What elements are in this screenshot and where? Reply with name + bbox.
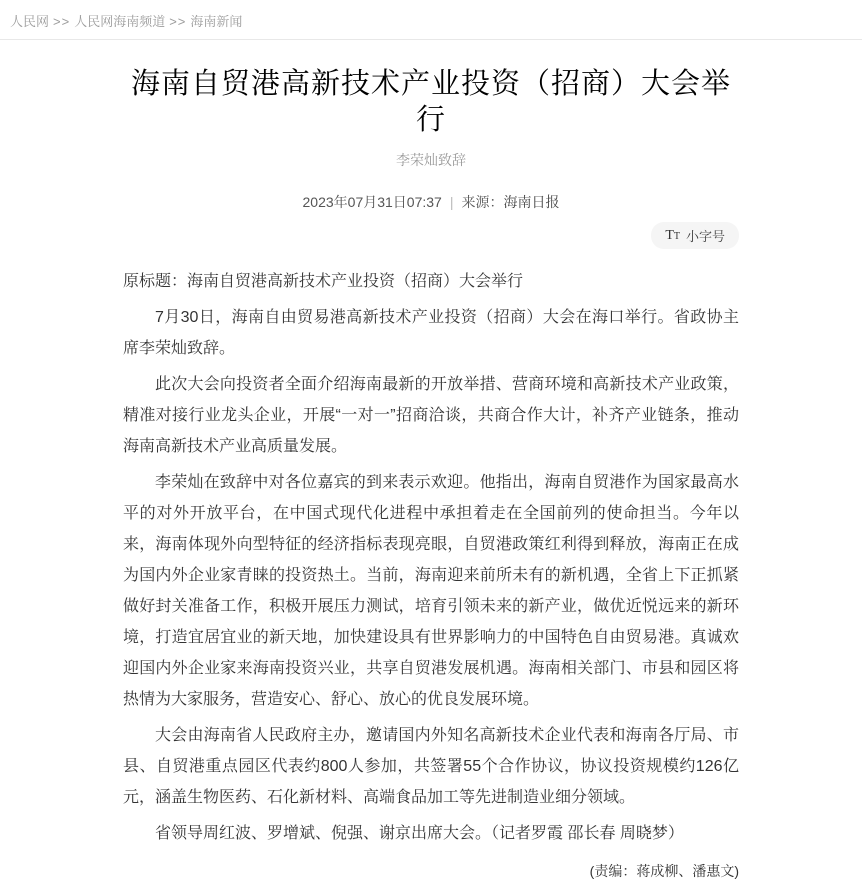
source-label: 来源：	[461, 194, 504, 210]
meta-separator: |	[449, 194, 454, 210]
publish-datetime: 2023年07月31日07:37	[302, 194, 442, 210]
breadcrumb-link-peoples-daily[interactable]: 人民网	[10, 14, 50, 29]
article-body	[123, 266, 739, 887]
breadcrumb-separator: >>	[53, 14, 71, 29]
breadcrumb	[0, 0, 862, 40]
editor-credit: (责编：蒋成柳、潘惠文)	[589, 863, 739, 879]
original-title-line: 原标题：海南自贸港高新技术产业投资（招商）大会举行	[123, 273, 524, 290]
article-paragraph: 此次大会向投资者全面介绍海南最新的开放举措、营商环境和高新技术产业政策，精准对接行业龙头企业，开展“一对一”招商洽谈，共商合作大计，补齐产业链条，推动海南高新技术产业高质量发展。	[123, 376, 739, 455]
font-size-label: 小字号	[685, 229, 725, 244]
article-paragraph: 大会由海南省人民政府主办，邀请国内外知名高新技术企业代表和海南各厅局、市县、自贸港重点园区代表约800人参加，共签署55个合作协议，协议投资规模约126亿元，涵盖生物医药、石化新材料、高端食品加工等先进制造业细分领域。	[123, 727, 739, 806]
article-subtitle: 李荣灿致辞	[396, 152, 466, 168]
breadcrumb-link-hainan-channel[interactable]: 人民网海南频道	[74, 14, 166, 29]
article-paragraph: 李荣灿在致辞中对各位嘉宾的到来表示欢迎。他指出，海南自贸港作为国家最高水平的对外开放平台，在中国式现代化进程中承担着走在全国前列的使命担当。今年以来，海南体现外向型特征的经济指标表现亮眼，自贸港政策红利得到释放，海南正在成为国内外企业家青睐的投资热土。当前，海南迎来前所未有的新机遇，全省上下正抓紧做好封关准备工作，积极开展压力测试，培育引领未来的新产业，做优近悦远来的新环境，打造宜居宜业的新天地，加快建设具有世界影响力的中国特色自由贸易港。真诚欢迎国内外企业家来海南投资兴业，共享自贸港发展机遇。海南相关部门、市县和园区将热情为大家服务，营造安心、舒心、放心的优良发展环境。	[123, 474, 739, 708]
font-size-icon: T T	[665, 227, 680, 243]
article-toolbar	[123, 222, 739, 249]
font-size-button[interactable]	[651, 222, 739, 249]
page-title: 海南自贸港高新技术产业投资（招商）大会举行	[130, 68, 731, 136]
breadcrumb-separator: >>	[169, 14, 187, 29]
article-meta	[123, 192, 739, 212]
breadcrumb-link-hainan-news[interactable]: 海南新闻	[190, 14, 243, 29]
article-paragraph: 7月30日，海南自由贸易港高新技术产业投资（招商）大会在海口举行。省政协主席李荣灿致辞。	[123, 309, 739, 357]
source-link[interactable]: 海南日报	[503, 194, 560, 210]
article-paragraph: 省领导周红波、罗增斌、倪强、谢京出席大会。（记者罗霞 邵长春 周晓梦）	[155, 825, 684, 842]
